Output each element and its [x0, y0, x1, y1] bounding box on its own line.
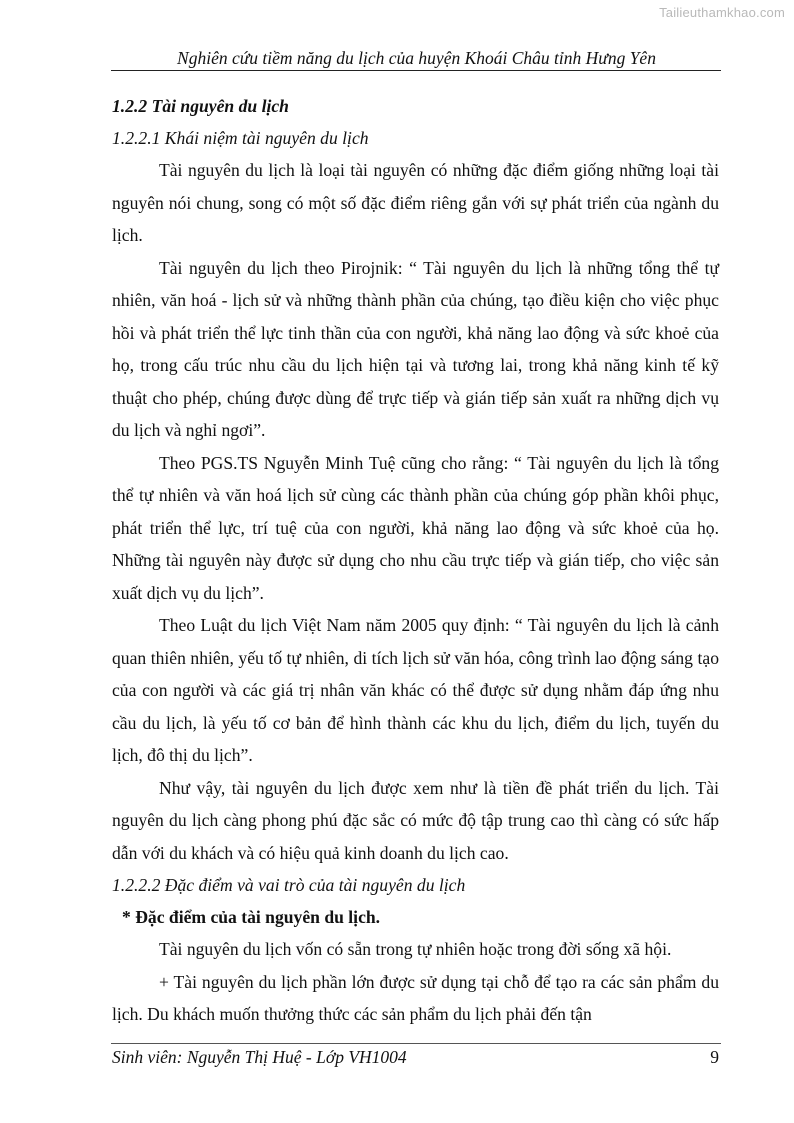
- header-divider: [111, 70, 721, 71]
- watermark: Tailieuthamkhao.com: [659, 5, 785, 20]
- subsection-heading: 1.2.2.1 Khái niệm tài nguyên du lịch: [112, 128, 369, 148]
- paragraph: Tài nguyên du lịch là loại tài nguyên có những đặc điểm giống những loại tài nguyên nói chung, song có một số đặc điểm riêng gắn với sự phát triển của ngành du lịch.: [112, 160, 719, 245]
- bullet-heading: * Đặc điểm của tài nguyên du lịch.: [122, 907, 381, 927]
- paragraph: + Tài nguyên du lịch phần lớn được sử dụng tại chỗ để tạo ra các sản phẩm du lịch. Du khách muốn thưởng thức các sản phẩm du lịch phải đến tận: [112, 971, 719, 1024]
- footer-student: Sinh viên: Nguyễn Thị Huệ - Lớp VH1004: [112, 1047, 407, 1067]
- paragraph: Theo PGS.TS Nguyễn Minh Tuệ cũng cho rằng: “ Tài nguyên du lịch là tổng thể tự nhiên và văn hoá lịch sử cùng các thành phần của chúng góp phần khôi phục, phát triển thể lực, trí tuệ của con người, khả năng lao động và sức khoẻ của họ. Những tài nguyên này được sử dụng cho nhu cầu trực tiếp và gián tiếp, cho việc sản xuất dịch vụ du lịch”.: [112, 452, 719, 603]
- paragraph: Tài nguyên du lịch vốn có sẵn trong tự nhiên hoặc trong đời sống xã hội.: [159, 939, 672, 959]
- running-header: Nghiên cứu tiềm năng du lịch của huyện Khoái Châu tỉnh Hưng Yên: [177, 48, 656, 68]
- paragraph: Theo Luật du lịch Việt Nam năm 2005 quy định: “ Tài nguyên du lịch là cảnh quan thiên nhiên, yếu tố tự nhiên, di tích lịch sử văn hóa, công trình lao động sáng tạo của con người và các giá trị nhân văn khác có thể được sử dụng nhằm đáp ứng nhu cầu du lịch, là yếu tố cơ bản để hình thành các khu du lịch, điểm du lịch, tuyến du lịch, đô thị du lịch”.: [112, 615, 719, 765]
- footer-divider: [111, 1043, 721, 1044]
- running-footer: [112, 1045, 719, 1069]
- paragraph: Như vậy, tài nguyên du lịch được xem như là tiền đề phát triển du lịch. Tài nguyên du lịch càng phong phú đặc sắc có mức độ tập trung cao thì càng có sức hấp dẫn với du khách và có hiệu quả kinh doanh du lịch cao.: [112, 777, 719, 863]
- section-heading: 1.2.2 Tài nguyên du lịch: [112, 96, 289, 116]
- paragraph: Tài nguyên du lịch theo Pirojnik: “ Tài nguyên du lịch là những tổng thể tự nhiên, văn hoá - lịch sử và những thành phần của chúng, tạo điều kiện cho việc phục hồi và phát triển thể lực tinh thần của con người, khả năng lao động và sức khoẻ của họ, trong cấu trúc nhu cầu du lịch hiện tại và tương lai, trong khả năng kinh tế kỹ thuật cho phép, chúng được dùng để trực tiếp và gián tiếp sản xuất ra những dịch vụ du lịch và nghỉ ngơi”.: [112, 257, 719, 440]
- page-number: 9: [710, 1047, 719, 1067]
- page-body: [112, 90, 719, 1031]
- subsection-heading: 1.2.2.2 Đặc điểm và vai trò của tài nguyên du lịch: [112, 875, 466, 895]
